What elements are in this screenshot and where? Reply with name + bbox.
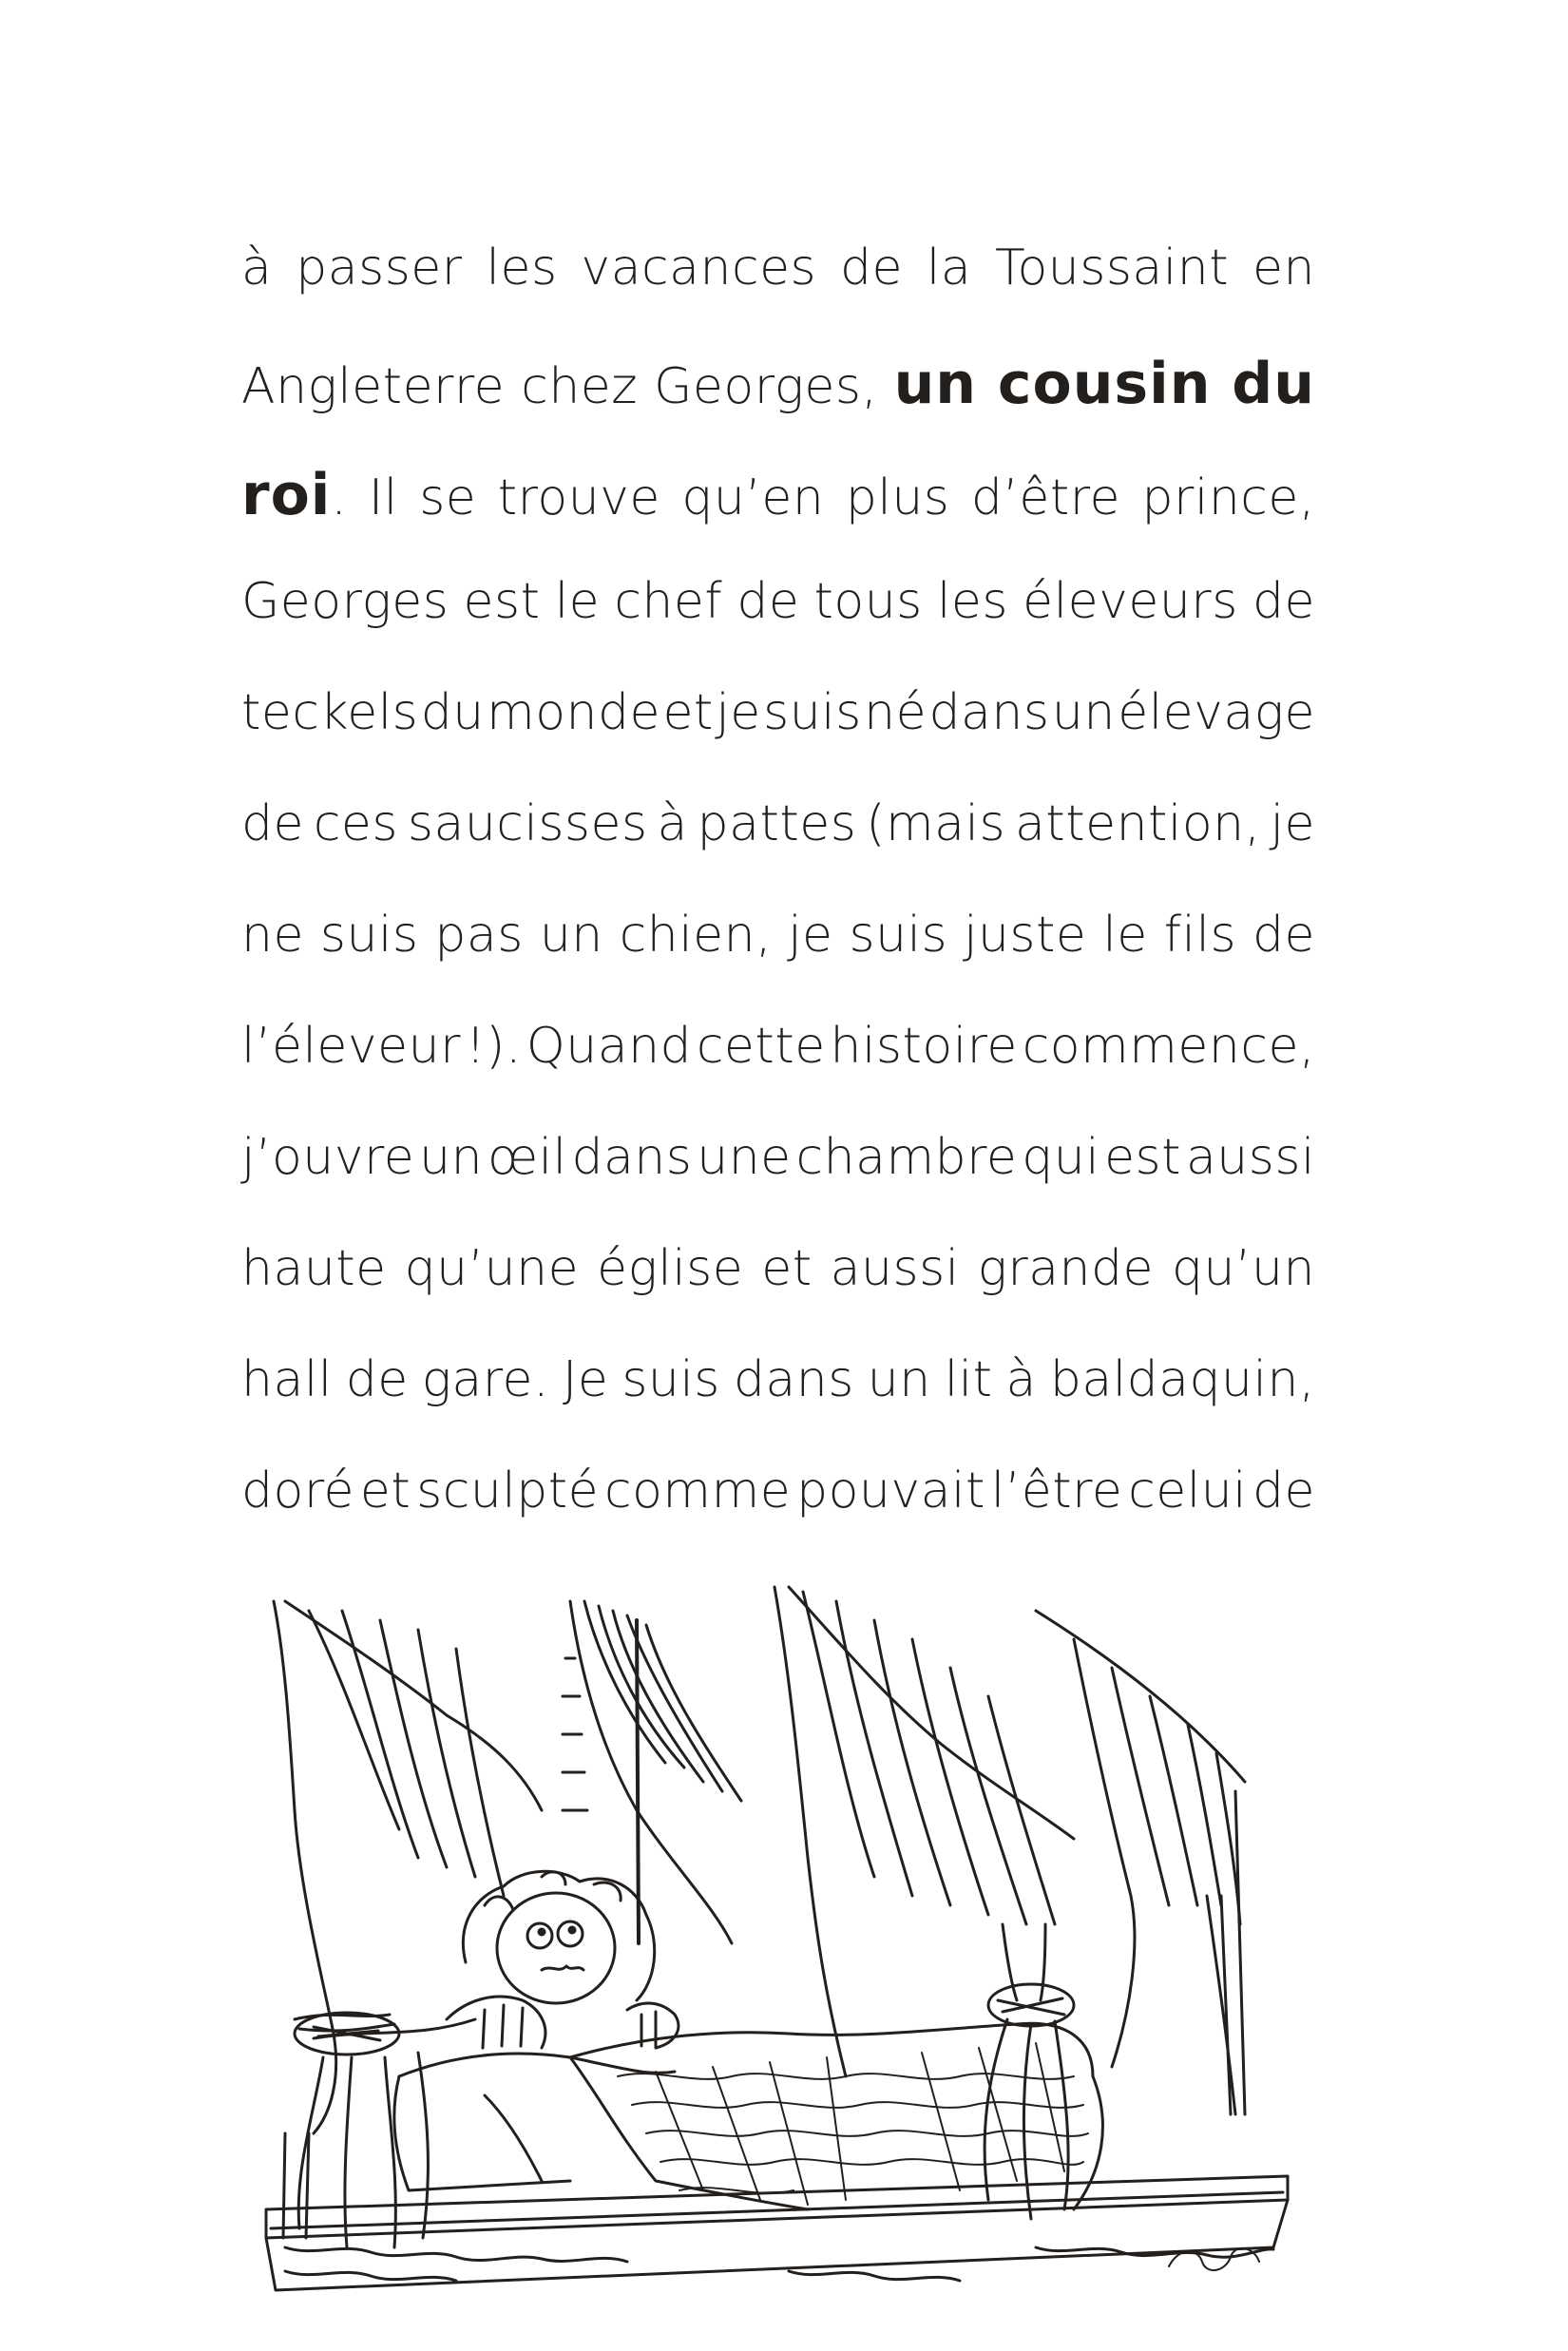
- word: qu’une: [404, 1240, 580, 1297]
- word: hall: [241, 1351, 333, 1408]
- word: trouve: [497, 469, 660, 526]
- word: Georges,: [654, 358, 878, 415]
- word: Quand: [526, 1018, 693, 1075]
- boy-character: [447, 1871, 679, 2048]
- word: les: [486, 239, 558, 296]
- text-line-3: roi. Il se trouve qu’en plus d’être prince,: [241, 462, 1315, 528]
- word: chien,: [619, 907, 773, 964]
- word: Angleterre: [241, 358, 506, 415]
- word: Il: [368, 469, 398, 526]
- word: qui: [1022, 1129, 1100, 1186]
- word: suis: [319, 907, 419, 964]
- word: de: [1252, 573, 1315, 630]
- word: éleveurs: [1023, 573, 1238, 630]
- word: Je: [563, 1351, 609, 1408]
- word: de: [1252, 1462, 1315, 1520]
- word: ne: [241, 907, 304, 964]
- emphasis-text: un cousin du: [893, 351, 1315, 417]
- word: tous: [813, 573, 923, 630]
- back-curtain: [563, 1601, 741, 1943]
- word: de: [345, 1351, 409, 1408]
- word: et: [662, 684, 714, 741]
- word: un: [1051, 684, 1116, 741]
- text-line-11: [241, 1351, 1315, 1462]
- quilt-pattern: [618, 2043, 1088, 2205]
- word: à: [657, 795, 688, 852]
- word: de: [1252, 907, 1315, 964]
- word: je: [788, 907, 833, 964]
- text-line-10: [241, 1240, 1315, 1351]
- center-curtains: [774, 1587, 1074, 2076]
- word: à: [241, 239, 273, 296]
- word: commence,: [1022, 1018, 1315, 1075]
- word: attention,: [1014, 795, 1261, 852]
- word: chef: [614, 573, 723, 630]
- word: dans: [733, 1351, 854, 1408]
- word: Georges: [241, 573, 449, 630]
- text-line-4: [241, 573, 1315, 684]
- word: en: [1252, 239, 1315, 296]
- word: monde: [487, 684, 661, 741]
- word: lit: [944, 1351, 993, 1408]
- word: pattes: [697, 795, 857, 852]
- text-line-5: [241, 684, 1315, 795]
- text-line-8: [241, 1018, 1315, 1129]
- word: chambre: [795, 1129, 1018, 1186]
- word: prince,: [1141, 469, 1315, 526]
- right-curtain: [1036, 1611, 1245, 2114]
- word: est: [463, 573, 541, 630]
- word: sculpté: [416, 1462, 600, 1520]
- text-line-9: [241, 1129, 1315, 1240]
- word: teckels: [241, 684, 419, 741]
- word: ces: [313, 795, 399, 852]
- word: juste: [964, 907, 1087, 964]
- word: haute: [241, 1240, 387, 1297]
- word: aussi: [830, 1240, 960, 1297]
- word: église: [597, 1240, 744, 1297]
- word: fils: [1163, 907, 1237, 964]
- word: le: [1102, 907, 1148, 964]
- word: œil: [487, 1129, 567, 1186]
- word: vacances: [581, 239, 817, 296]
- word: plus: [845, 469, 950, 526]
- word: se: [419, 469, 477, 526]
- curtain-tieback: [985, 1924, 1074, 2219]
- canopy-bed-illustration: [257, 1582, 1302, 2323]
- word: comme: [604, 1462, 792, 1520]
- word: j’ouvre: [241, 1129, 415, 1186]
- word: baldaquin,: [1049, 1351, 1315, 1408]
- word: passer: [296, 239, 463, 296]
- word: pouvait: [796, 1462, 985, 1520]
- word: de: [736, 573, 800, 630]
- word: qu’un: [1172, 1240, 1315, 1297]
- text-line-12: [241, 1462, 1315, 1574]
- word: un: [539, 907, 603, 964]
- word: grande: [977, 1240, 1155, 1297]
- word: la: [926, 239, 972, 296]
- word: né: [864, 684, 927, 741]
- word: qu’en: [681, 469, 825, 526]
- word: de: [840, 239, 904, 296]
- word: et: [761, 1240, 813, 1297]
- word: histoire: [830, 1018, 1018, 1075]
- word: élevage: [1118, 684, 1315, 741]
- word: est: [1104, 1129, 1182, 1186]
- word: dans: [928, 684, 1050, 741]
- word: un: [419, 1129, 484, 1186]
- word: dans: [571, 1129, 693, 1186]
- text-line-2: [241, 351, 1315, 462]
- word: doré: [241, 1462, 355, 1520]
- word: à: [1005, 1351, 1037, 1408]
- text-line-7: [241, 907, 1315, 1018]
- word: !).: [465, 1018, 522, 1075]
- word: et: [359, 1462, 411, 1520]
- emphasis-text: roi: [241, 462, 332, 528]
- word: je: [716, 684, 761, 741]
- word: Toussaint: [995, 239, 1230, 296]
- word: le: [554, 573, 601, 630]
- word: celui: [1128, 1462, 1248, 1520]
- word: d’être: [970, 469, 1121, 526]
- word: suis: [621, 1351, 720, 1408]
- word: je: [1270, 795, 1315, 852]
- text-line-1: [241, 239, 1315, 351]
- word: pas: [434, 907, 524, 964]
- bed-frame: [266, 2133, 1288, 2290]
- word: un: [867, 1351, 931, 1408]
- word: (mais: [866, 795, 1006, 852]
- word: suis: [849, 907, 948, 964]
- word: du: [420, 684, 485, 741]
- text-line-6: [241, 795, 1315, 907]
- word: les: [936, 573, 1008, 630]
- body-text: [241, 239, 1315, 1574]
- word: suis: [763, 684, 862, 741]
- word: saucisses: [407, 795, 648, 852]
- word: cette: [696, 1018, 826, 1075]
- word: chez: [521, 358, 639, 415]
- word: l’être: [990, 1462, 1123, 1520]
- word: gare.: [421, 1351, 550, 1408]
- word: l’éleveur: [241, 1018, 462, 1075]
- word: aussi: [1185, 1129, 1315, 1186]
- word: de: [241, 795, 304, 852]
- word: une: [697, 1129, 792, 1186]
